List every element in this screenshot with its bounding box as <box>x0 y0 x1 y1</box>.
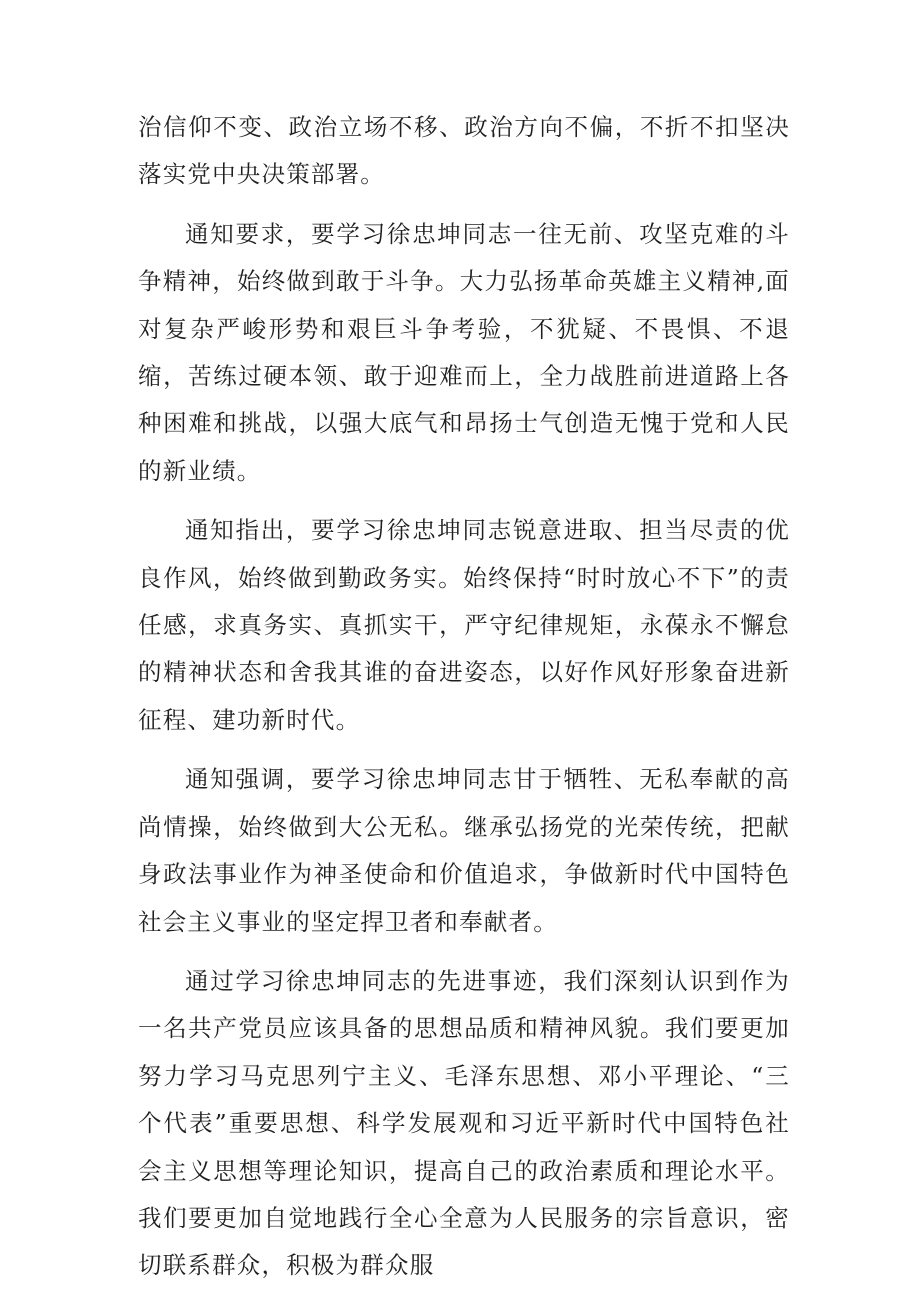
paragraph-continuation: 治信仰不变、政治立场不移、政治方向不偏，不折不扣坚决落实党中央决策部署。 <box>138 113 790 189</box>
paragraph-work-style: 通知指出，要学习徐忠坤同志锐意进取、担当尽责的优良作风，始终做到勤政务实。始终保持“时时放心不下”的责任感，求真务实、真抓实干，严守纪律规矩，永葆永不懈怠的精神状态和舍我其谁的奋进姿态，以好作风好形象奋进新征程、建功新时代。 <box>138 516 790 734</box>
paragraph-struggle-spirit: 通知要求，要学习徐忠坤同志一往无前、攻坚克难的斗争精神，始终做到敢于斗争。大力弘扬革命英雄主义精神,面对复杂严峻形势和艰巨斗争考验，不犹疑、不畏惧、不退缩，苦练过硬本领、敢于迎难而上，全力战胜前进道路上各种困难和挑战，以强大底气和昂扬士气创造无愧于党和人民的新业绩。 <box>138 219 790 485</box>
document-body <box>138 104 790 1290</box>
paragraph-dedication: 通知强调，要学习徐忠坤同志甘于牺牲、无私奉献的高尚情操，始终做到大公无私。继承弘扬党的光荣传统，把献身政法事业作为神圣使命和价值追求，争做新时代中国特色社会主义事业的坚定捍卫者和奉献者。 <box>138 765 790 936</box>
paragraph-reflection: 通过学习徐忠坤同志的先进事迹，我们深刻认识到作为一名共产党员应该具备的思想品质和精神风貌。我们要更加努力学习马克思列宁主义、毛泽东思想、邓小平理论、“三个代表”重要思想、科学发展观和习近平新时代中国特色社会主义思想等理论知识，提高自己的政治素质和理论水平。我们要更加自觉地践行全心全意为人民服务的宗旨意识，密切联系群众，积极为群众服 <box>138 966 790 1280</box>
